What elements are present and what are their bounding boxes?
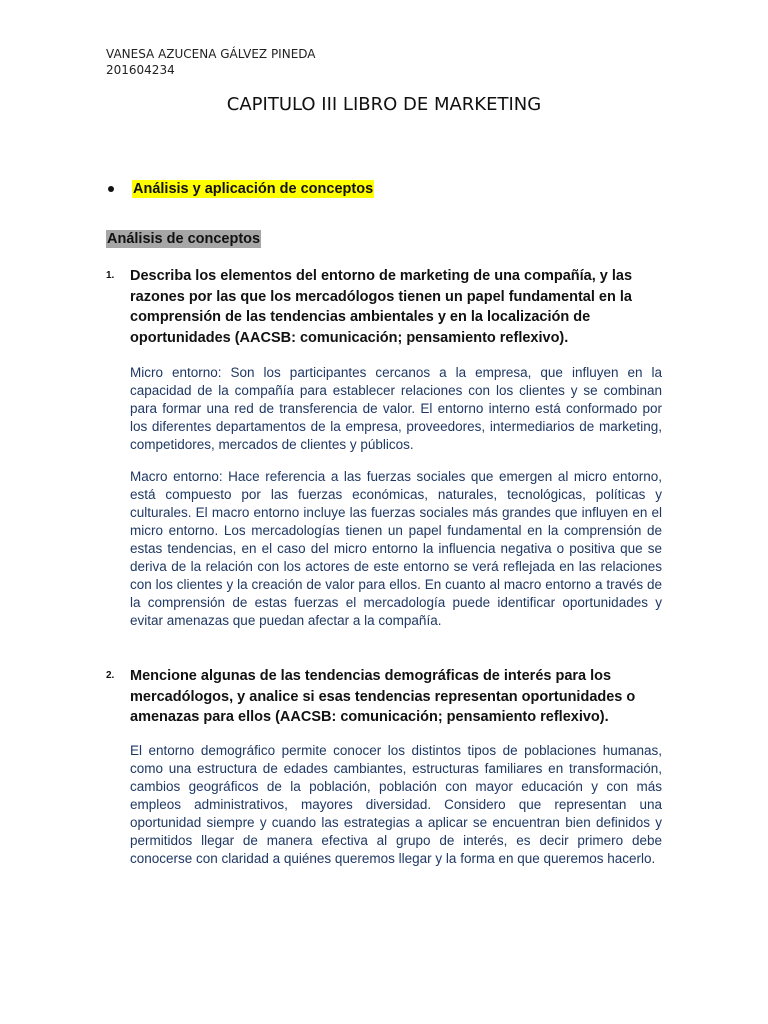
question-number: 2. [106,670,115,681]
bullet-heading-row [106,180,374,198]
question-text: Mencione algunas de las tendencias demográficas de interés para los mercadólogos, y analice si esas tendencias representan oportunidades o amenazas para ellos (AACSB: comunicación; pensamiento reflexivo). [130,668,636,725]
bullet-icon [108,186,114,192]
answer-2 [130,742,662,868]
question-text: Describa los elementos del entorno de marketing de una compañía, y las razones por las que los mercadólogos tienen un papel fundamental en la comprensión de las tendencias ambientales y en la localización de oportunidades (AACSB: comunicación; pensamiento reflexivo). [130,268,633,346]
answer-paragraph: El entorno demográfico permite conocer los distintos tipos de poblaciones humanas, como una estructura de edades cambiantes, estructuras familiares en transformación, cambios geográficos de la población, población con mayor educación y con más empleos administrativos, mayores diversidad. Considero que representan una oportunidad siempre y cuando las estrategias a aplicar se encuentran bien definidos y permitidos llegar de manera efectiva al grupo de interés, es decir primero debe conocerse con claridad a quiénes queremos llegar y la forma en que queremos hacerlo. [130,743,662,866]
bullet-heading: Análisis y aplicación de conceptos [133,181,374,197]
page-title: CAPITULO III LIBRO DE MARKETING [226,94,542,115]
question-2 [106,666,666,728]
author-name: VANESA AZUCENA GÁLVEZ PINEDA [106,47,316,61]
answer-paragraph: Macro entorno: Hace referencia a las fuerzas sociales que emergen al micro entorno, está compuesto por las fuerzas económicas, naturales, tecnológicas, políticas y culturales. El macro entorno incluye las fuerzas sociales más grandes que influyen en el micro entorno. Los mercadologías tienen un papel fundamental en la comprensión de estas tendencias, en el caso del micro entorno la influencia negativa o positiva que se deriva de la relación con los actores de este entorno se verá reflejada en las relaciones con los clientes y la creación de valor para ellos. En cuanto al macro entorno a través de la comprensión de estas fuerzas el mercadología puede identificar oportunidades y evitar amenazas que puedan afectar a la compañía. [130,469,662,628]
answer-1-micro [130,364,662,454]
question-1 [106,266,666,348]
author-block [106,46,316,78]
answer-paragraph: Micro entorno: Son los participantes cercanos a la empresa, que influyen en la capacidad de la compañía para establecer relaciones con los clientes y se combinan para formar una red de transferencia de valor. El entorno interno está conformado por los diferentes departamentos de la empresa, proveedores, intermediarios de marketing, competidores, mercados de clientes y públicos. [130,365,662,452]
student-id: 201604234 [106,63,175,77]
question-number: 1. [106,270,115,281]
section-heading: Análisis de conceptos [107,231,261,247]
answer-1-macro [130,468,662,630]
